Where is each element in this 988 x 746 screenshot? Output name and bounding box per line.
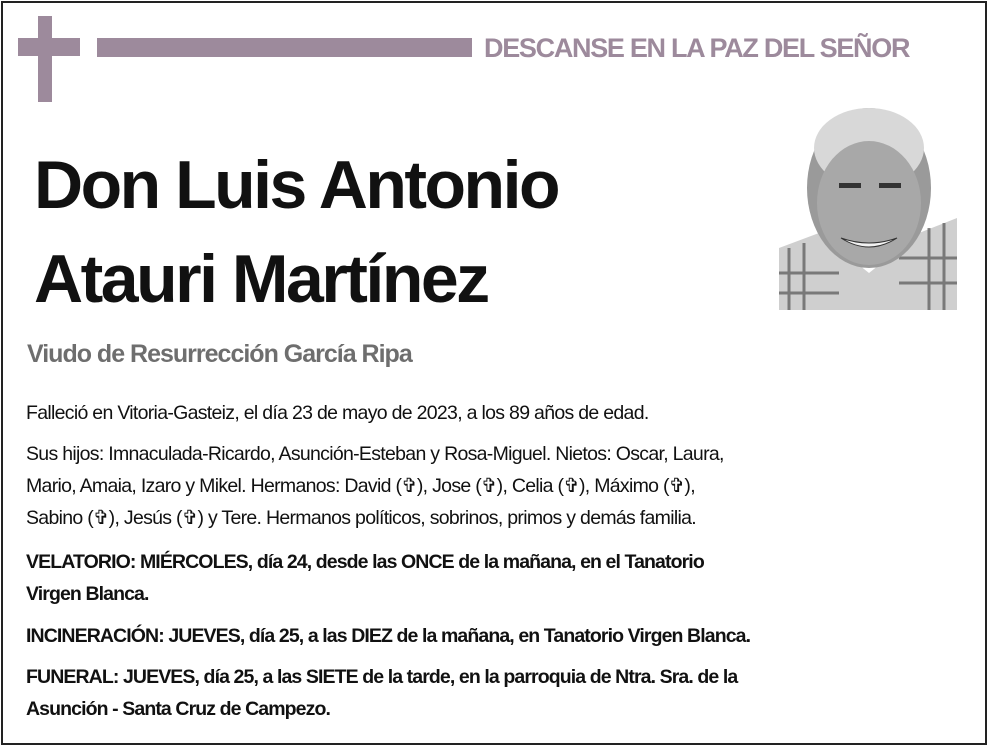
funeral-line: FUNERAL: JUEVES, día 25, a las SIETE de la tarde, en la parroquia de Ntra. Sra. de la bbox=[26, 666, 738, 688]
family-paragraph bbox=[26, 438, 966, 534]
widow-subtitle: Viudo de Resurrección García Ripa bbox=[27, 340, 412, 368]
funeral-paragraph bbox=[26, 661, 966, 725]
incineracion-paragraph bbox=[26, 620, 966, 652]
family-line: Sabino (✞), Jesús (✞) y Tere. Hermanos políticos, sobrinos, primos y demás familia. bbox=[26, 507, 696, 529]
velatorio-line: VELATORIO: MIÉRCOLES, día 24, desde las ONCE de la mañana, en el Tanatorio bbox=[26, 551, 704, 573]
header-divider-bar bbox=[97, 38, 472, 57]
name-line-2: Atauri Martínez bbox=[34, 241, 488, 317]
family-line: Sus hijos: Imnaculada-Ricardo, Asunción-Esteban y Rosa-Miguel. Nietos: Oscar, Laura, bbox=[26, 443, 724, 465]
header-title: DESCANSE EN LA PAZ DEL SEÑOR bbox=[484, 33, 910, 63]
name-line-1: Don Luis Antonio bbox=[34, 147, 559, 223]
death-paragraph bbox=[26, 397, 966, 429]
portrait-photo bbox=[779, 98, 957, 310]
death-text: Falleció en Vitoria-Gasteiz, el día 23 de mayo de 2023, a los 89 años de edad. bbox=[26, 402, 649, 424]
deceased-name bbox=[34, 138, 558, 326]
velatorio-paragraph bbox=[26, 546, 966, 610]
incineracion-text: INCINERACIÓN: JUEVES, día 25, a las DIEZ de la mañana, en Tanatorio Virgen Blanca. bbox=[26, 625, 751, 647]
velatorio-line: Virgen Blanca. bbox=[26, 583, 149, 605]
family-line: Mario, Amaia, Izaro y Mikel. Hermanos: David (✞), Jose (✞), Celia (✞), Máximo (✞), bbox=[26, 475, 695, 497]
funeral-line: Asunción - Santa Cruz de Campezo. bbox=[26, 698, 331, 720]
